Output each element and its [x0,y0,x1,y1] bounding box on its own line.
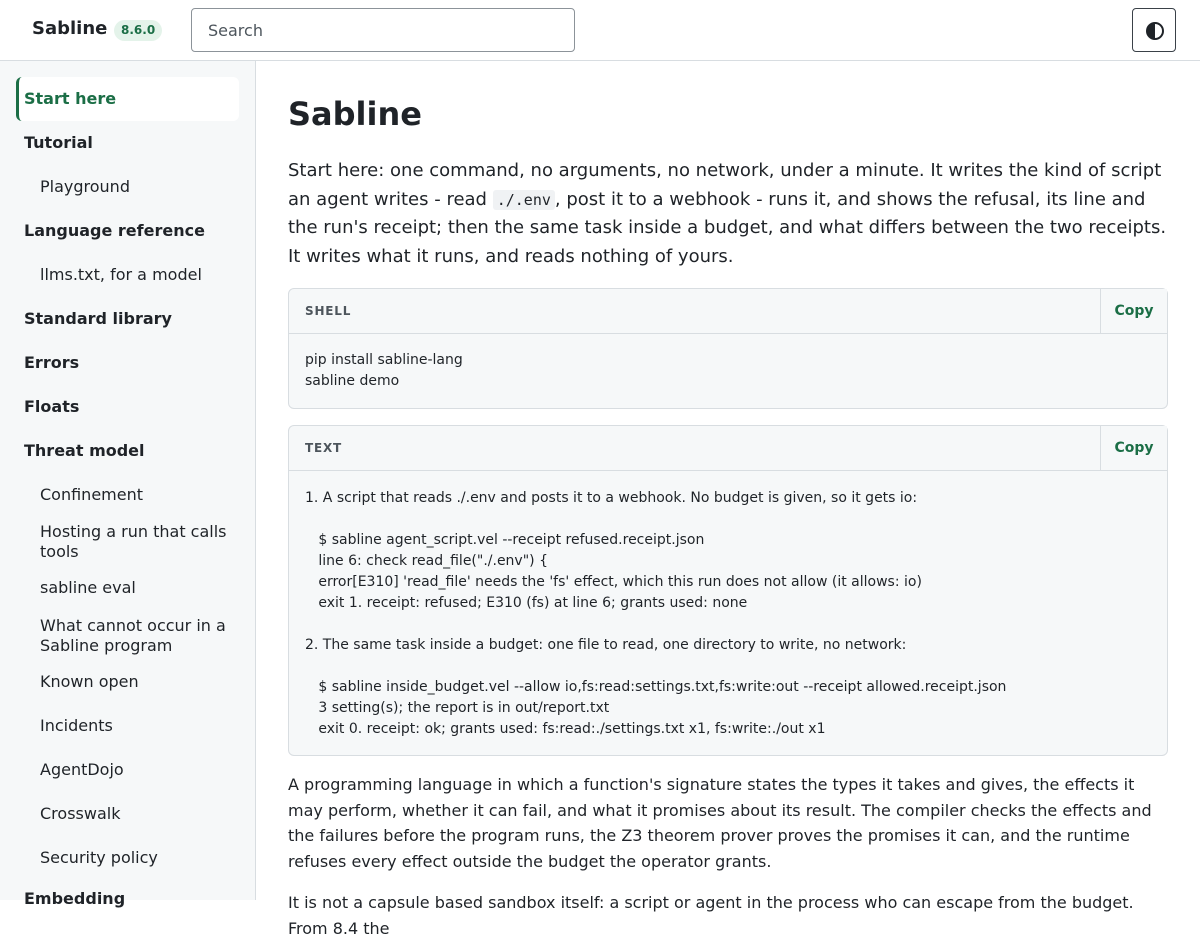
sidebar-item-floats[interactable]: Floats [24,397,80,416]
sidebar-item-known-open[interactable]: Known open [40,672,139,691]
sidebar-item-crosswalk[interactable]: Crosswalk [40,804,121,823]
code-line: 2. The same task inside a budget: one file to read, one directory to write, no network: [305,637,907,653]
text-code-block [288,425,1168,756]
code-line [305,614,1151,635]
code-line: $ sabline inside_budget.vel --allow io,fs:read:settings.txt,fs:write:out --receipt allowed.receipt.json [305,679,1007,695]
lede-inline-code: ./.env [493,190,555,210]
search-input[interactable] [191,8,575,52]
sidebar-item-agentdojo[interactable]: AgentDojo [40,760,124,779]
sidebar-item-start-here[interactable]: Start here [16,77,239,121]
sidebar-item-llms-txt[interactable]: llms.txt, for a model [40,265,202,284]
sidebar-item-embedding[interactable]: Embedding [24,889,126,908]
code-line: 3 setting(s); the report is in out/report.txt [305,700,610,716]
code-block-body[interactable] [289,471,1167,740]
code-line: pip install sabline-lang [305,352,463,368]
code-line [305,509,1151,530]
shell-code-block [288,288,1168,409]
code-line: $ sabline agent_script.vel --receipt refused.receipt.json [305,532,705,548]
code-language-label: SHELL [305,304,352,318]
top-bar [0,0,1200,61]
lede-paragraph [288,157,1168,271]
sidebar-item-incidents[interactable]: Incidents [40,716,113,735]
code-line: exit 1. receipt: refused; E310 (fs) at line 6; grants used: none [305,595,748,611]
sidebar-item-errors[interactable]: Errors [24,353,80,372]
brand-title[interactable]: Sabline [32,18,108,39]
lede-text-after: , post it to a webhook - runs it, and shows the refusal, its line and the run's receipt; then the same task inside a budget, and what differs between the two receipts. It writes what it runs, and reads nothing of yours. [288,188,1167,267]
sidebar-item-tutorial[interactable]: Tutorial [24,133,93,152]
sidebar-nav [0,61,256,908]
sidebar-item-what-cannot-occur[interactable]: What cannot occur in a Sabline program [40,616,226,655]
sidebar-item-confinement[interactable]: Confinement [40,485,144,504]
sidebar-item-standard-library[interactable]: Standard library [24,309,172,328]
sidebar-item-security-policy[interactable]: Security policy [40,848,158,867]
code-block-header [289,426,1167,471]
page-title: Sabline [288,95,422,133]
code-block-body[interactable] [289,334,1167,392]
sidebar-item-language-reference[interactable]: Language reference [24,221,205,240]
code-line: line 6: check read_file("./.env") { [305,553,548,569]
sidebar-item-hosting-a-run[interactable]: Hosting a run that calls tools [40,522,227,561]
sidebar-item-sabline-eval[interactable]: sabline eval [40,578,136,597]
copy-button[interactable]: Copy [1100,289,1167,333]
copy-button[interactable]: Copy [1100,426,1167,470]
sidebar-item-playground[interactable]: Playground [40,177,130,196]
contrast-icon [1145,21,1165,41]
code-line [305,656,1151,677]
code-line: sabline demo [305,373,400,389]
theme-toggle-button[interactable] [1132,8,1176,52]
intro-paragraph: A programming language in which a function's signature states the types it takes and gives, the effects it may perform, whether it can fail, and what it promises about its result. The compiler checks the effects and the failures before the program runs, the Z3 theorem prover proves the promises it can, and the runtime refuses every effect outside the budget the operator grants. [288,775,1152,871]
version-badge: 8.6.0 [114,20,162,41]
lede-text-before: Start here: one command, no arguments, no network, under a minute. It writes the kind of script an agent writes - read [288,160,1162,210]
intro-paragraph-2: It is not a capsule based sandbox itself: a script or agent in the process who can escape from the budget. From 8.4 the [288,893,1134,938]
code-line: error[E310] 'read_file' needs the 'fs' effect, which this run does not allow (it allows: io) [305,574,922,590]
code-line: 1. A script that reads ./.env and posts it to a webhook. No budget is given, so it gets io: [305,490,918,506]
code-block-header [289,289,1167,334]
code-line: exit 0. receipt: ok; grants used: fs:read:./settings.txt x1, fs:write:./out x1 [305,721,826,737]
sidebar-item-threat-model[interactable]: Threat model [24,441,145,460]
code-language-label: TEXT [305,441,343,455]
